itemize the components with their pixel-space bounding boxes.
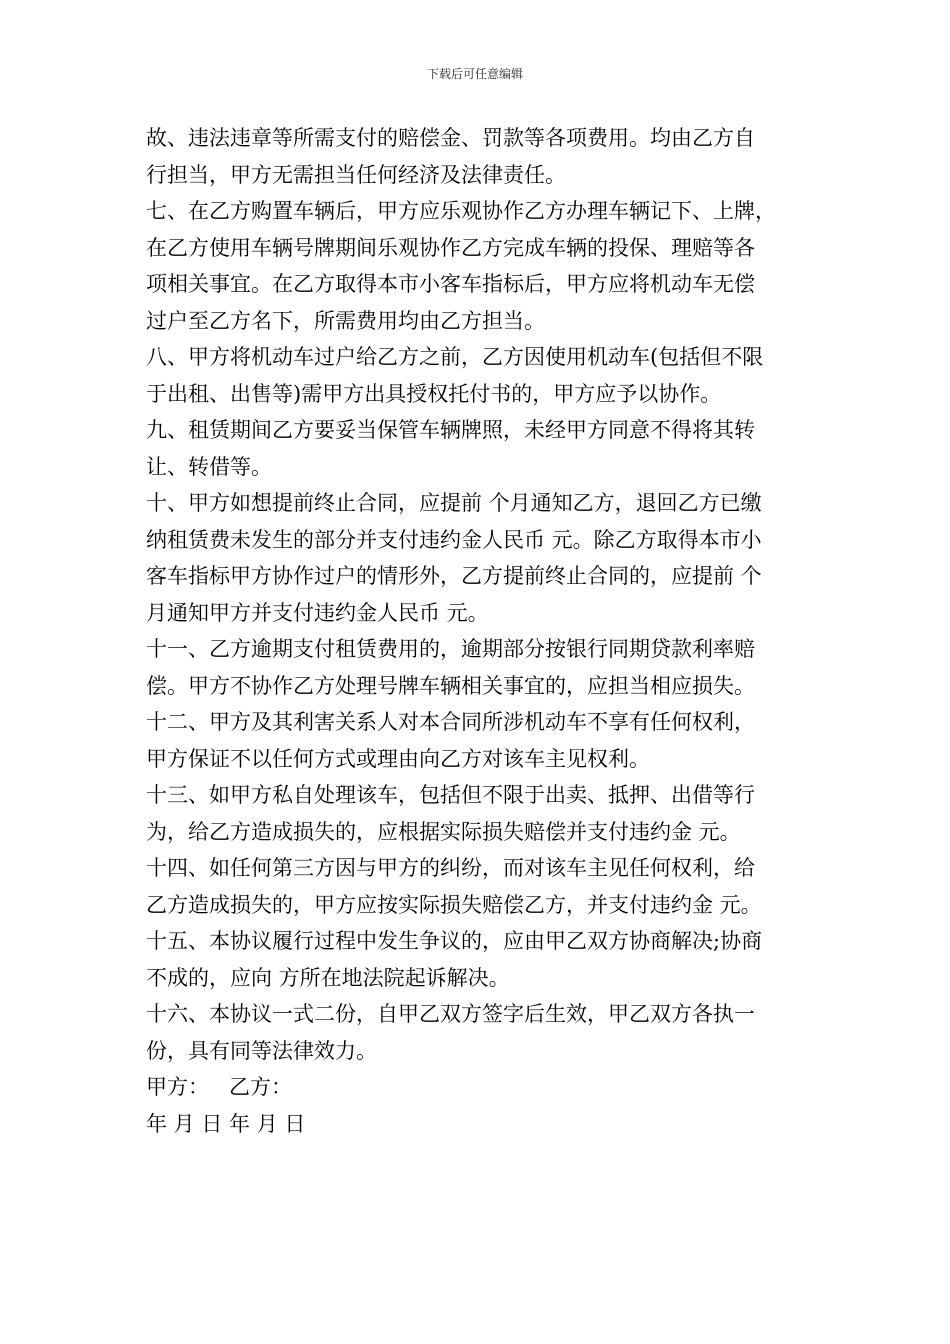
text-line: 九、租赁期间乙方要妥当保管车辆牌照，未经甲方同意不得将其转: [146, 418, 755, 442]
text-line: 十五、本协议履行过程中发生争议的，应由甲乙双方协商解决;协商: [146, 929, 763, 953]
clause-16: [146, 996, 812, 1069]
text-line: 十六、本协议一式二份，自甲乙双方签字后生效，甲乙双方各执一: [146, 1002, 755, 1026]
text-line: 客车指标甲方协作过户的情形外，乙方提前终止合同的，应提前 个: [146, 564, 762, 588]
text-line: 七、在乙方购置车辆后，甲方应乐观协作乙方办理车辆记下、上牌，: [146, 199, 776, 223]
clause-11: [146, 631, 812, 704]
text-line: 为，给乙方造成损失的，应根据实际损失赔偿并支付违约金 元。: [146, 819, 741, 844]
text-line: 让、转借等。: [146, 454, 272, 479]
text-line: 乙方造成损失的，甲方应按实际损失赔偿乙方，并支付违约金 元。: [146, 892, 762, 917]
clause-14: [146, 850, 812, 923]
clause-12: [146, 704, 812, 777]
clause-9: [146, 412, 812, 485]
text-line: 纳租赁费未发生的部分并支付违约金人民币 元。除乙方取得本市小: [146, 527, 762, 552]
clause-6-continuation: [146, 120, 812, 193]
text-line: 过户至乙方名下，所需费用均由乙方担当。: [146, 308, 545, 333]
text-line: 在乙方使用车辆号牌期间乐观协作乙方完成车辆的投保、理赔等各: [146, 235, 755, 260]
text-line: 十四、如任何第三方因与甲方的纠纷，而对该车主见任何权利，给: [146, 856, 755, 880]
text-line: 十、甲方如想提前终止合同，应提前 个月通知乙方，退回乙方已缴: [146, 491, 762, 515]
text-line: 偿。甲方不协作乙方处理号牌车辆相关事宜的，应担当相应损失。: [146, 673, 755, 698]
clause-7: [146, 193, 812, 339]
contract-body: [146, 120, 812, 1142]
signature-dates: 年 月 日 年 月 日: [146, 1111, 306, 1136]
page-header: 下载后可任意编辑: [426, 67, 523, 81]
text-line: 份，具有同等法律效力。: [146, 1038, 377, 1063]
text-line: 于出租、出售等)需甲方出具授权托付书的，甲方应予以协作。: [146, 381, 722, 406]
text-line: 甲方保证不以任何方式或理由向乙方对该车主见权利。: [146, 746, 650, 771]
text-line: 故、违法违章等所需支付的赔偿金、罚款等各项费用。均由乙方自: [146, 126, 755, 150]
text-line: 不成的，应向 方所在地法院起诉解决。: [146, 965, 510, 990]
text-line: 十一、乙方逾期支付租赁费用的，逾期部分按银行同期贷款利率赔: [146, 637, 755, 661]
text-line: 十三、如甲方私自处理该车，包括但不限于出卖、抵押、出借等行: [146, 783, 755, 807]
clause-13: [146, 777, 812, 850]
text-line: 行担当，甲方无需担当任何经济及法律责任。: [146, 162, 566, 187]
clause-15: [146, 923, 812, 996]
signature-parties: 甲方： 乙方：: [146, 1075, 293, 1099]
clause-8: [146, 339, 812, 412]
clause-10: [146, 485, 812, 631]
text-line: 项相关事宜。在乙方取得本市小客车指标后，甲方应将机动车无偿: [146, 272, 755, 296]
text-line: 八、甲方将机动车过户给乙方之前，乙方因使用机动车(包括但不限: [146, 345, 764, 369]
text-line: 十二、甲方及其利害关系人对本合同所涉机动车不享有任何权利，: [146, 710, 755, 734]
text-line: 月通知甲方并支付违约金人民币 元。: [146, 600, 489, 625]
